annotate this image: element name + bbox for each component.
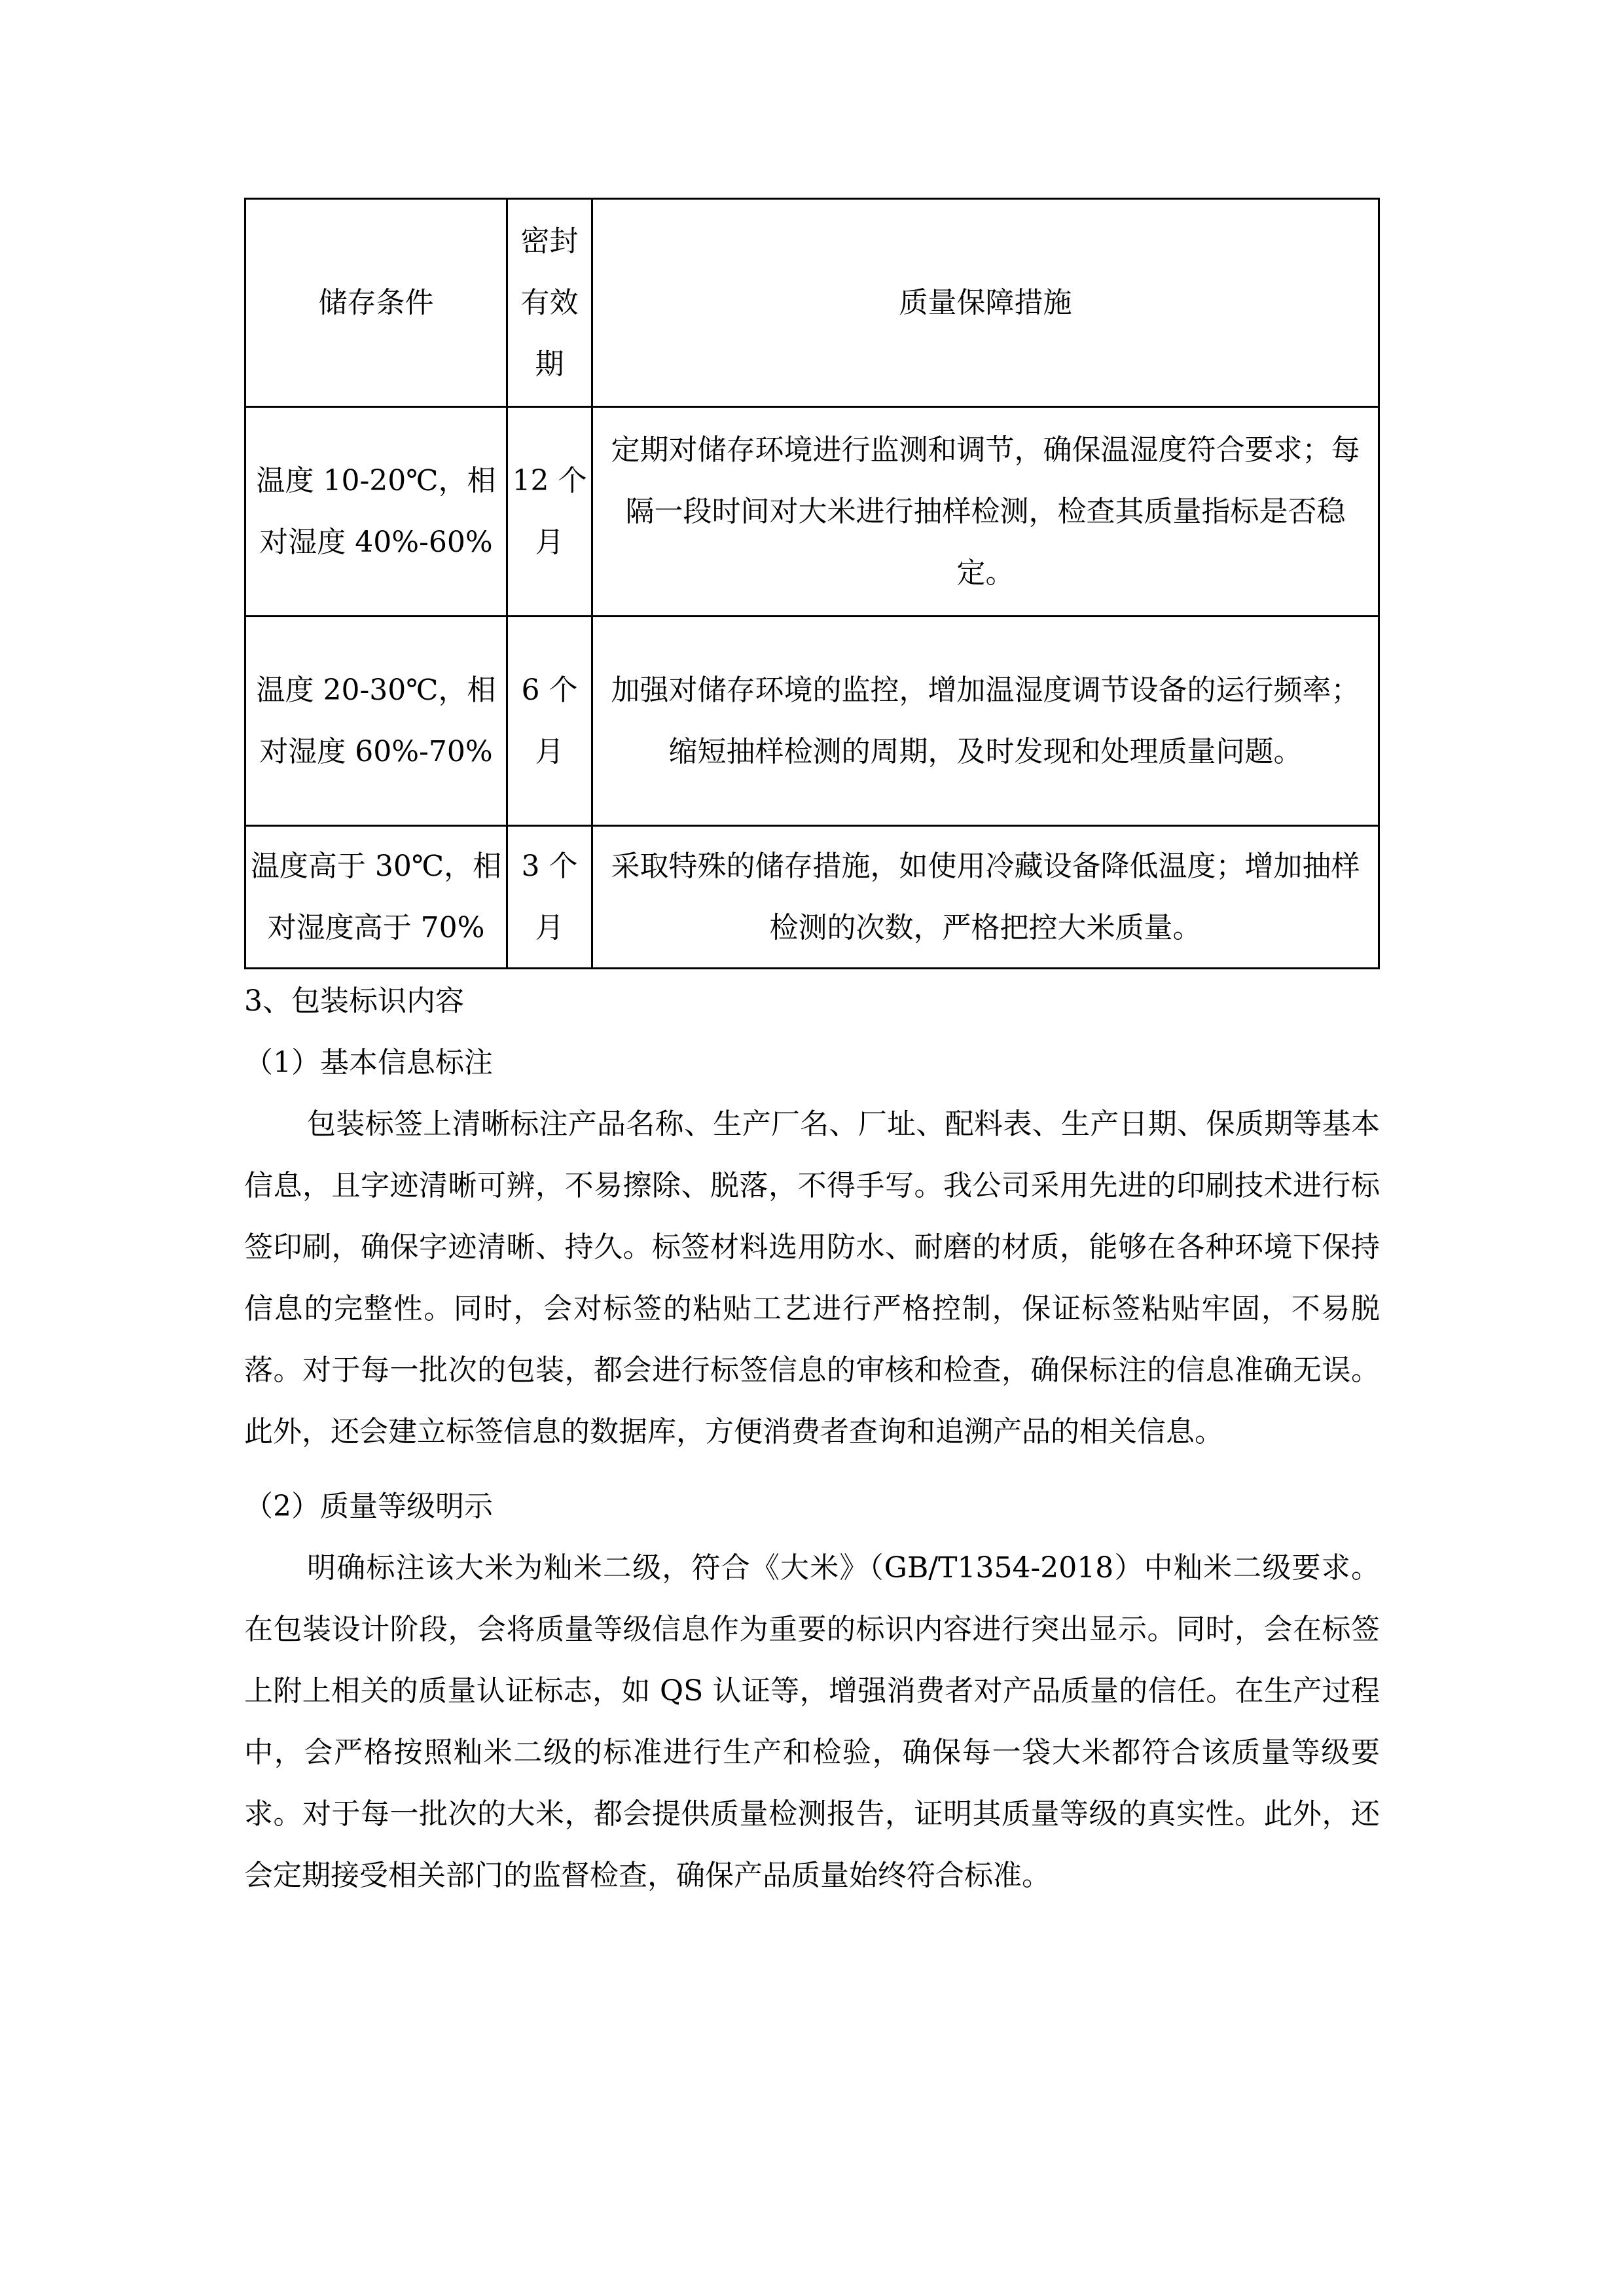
table-row [245, 826, 1379, 969]
header-storage-condition: 储存条件 [245, 199, 507, 407]
header-measures: 质量保障措施 [592, 199, 1379, 407]
cell-measures: 定期对储存环境进行监测和调节，确保温湿度符合要求；每隔一段时间对大米进行抽样检测，检查其质量指标是否稳定。 [592, 407, 1379, 617]
header-validity: 密封有效期 [507, 199, 592, 407]
table-row [245, 407, 1379, 617]
cell-measures: 加强对储存环境的监控，增加温湿度调节设备的运行频率；缩短抽样检测的周期，及时发现和处理质量问题。 [592, 617, 1379, 826]
section-heading: 3、包装标识内容 [244, 984, 464, 1018]
cell-validity: 6 个月 [507, 617, 592, 826]
table-header-row [245, 199, 1379, 407]
document-page [244, 198, 1380, 1907]
spacer [244, 1463, 1380, 1476]
cell-condition: 温度高于 30℃，相对湿度高于 70% [245, 826, 507, 969]
cell-condition: 温度 10-20℃，相对湿度 40%-60% [245, 407, 507, 617]
paragraph-basic-info: 包装标签上清晰标注产品名称、生产厂名、厂址、配料表、生产日期、保质期等基本信息，且字迹清晰可辨，不易擦除、脱落，不得手写。我公司采用先进的印刷技术进行标签印刷，确保字迹清晰、持久。标签材料选用防水、耐磨的材质，能够在各种环境下保持信息的完整性。同时，会对标签的粘贴工艺进行严格控制，保证标签粘贴牢固，不易脱落。对于每一批次的包装，都会进行标签信息的审核和检查，确保标注的信息准确无误。此外，还会建立标签信息的数据库，方便消费者查询和追溯产品的相关信息。 [244, 1107, 1380, 1448]
cell-condition: 温度 20-30℃，相对湿度 60%-70% [245, 617, 507, 826]
storage-table [244, 198, 1380, 969]
subsection-heading-quality-grade: （2）质量等级明示 [244, 1490, 493, 1523]
table-row [245, 617, 1379, 826]
subsection-heading-basic-info: （1）基本信息标注 [244, 1046, 493, 1079]
cell-measures: 采取特殊的储存措施，如使用冷藏设备降低温度；增加抽样检测的次数，严格把控大米质量。 [592, 826, 1379, 969]
paragraph-quality-grade: 明确标注该大米为籼米二级，符合《大米》（GB/T1354-2018）中籼米二级要求。在包装设计阶段，会将质量等级信息作为重要的标识内容进行突出显示。同时，会在标签上附上相关的质量认证标志，如 QS 认证等，增强消费者对产品质量的信任。在生产过程中，会严格按照籼米二级的标准进行生产和检验，确保每一袋大米都符合该质量等级要求。对于每一批次的大米，都会提供质量检测报告，证明其质量等级的真实性。此外，还会定期接受相关部门的监督检查，确保产品质量始终符合标准。 [244, 1551, 1380, 1892]
cell-validity: 3 个月 [507, 826, 592, 969]
cell-validity: 12 个月 [507, 407, 592, 617]
